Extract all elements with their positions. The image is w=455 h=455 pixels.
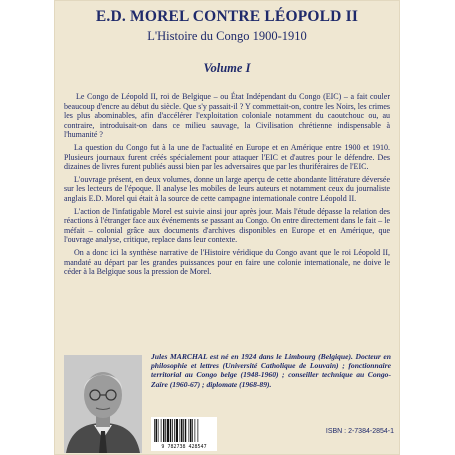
blurb-paragraph: La question du Congo fut à la une de l'actualité en Europe et en Amérique entre 1900 et 1910. Plusieurs journaux furent créés spécialement pour attaquer l'EIC et d'autres pour le défendre. Des dizaines de livres furent publiés aussi bien par les adversaires que par les thuriféraires de l'EIC. (64, 142, 390, 172)
book-subtitle: L'Histoire du Congo 1900-1910 (147, 29, 307, 43)
barcode-bars (151, 417, 217, 444)
author-biography: Jules MARCHAL est né en 1924 dans le Limbourg (Belgique). Docteur en philosophie et lettres (Université Catholique de Louvain) ; fonctionnaire territorial au Congo belge (1948-1960) ; conseiller technique au Congo-Zaïre (1960-67) ; diplomate (1968-89). (151, 352, 391, 389)
book-back-cover (54, 0, 400, 455)
barcode (151, 417, 217, 451)
blurb-paragraph: L'action de l'infatigable Morel est suivie ainsi jour après jour. Mais l'étude dépasse la relation des réactions à l'étranger face aux événements se passant au Congo. On entre directement dans le fait – le méfait – colonial grâce aux documents d'archives disponibles en Europe et en Amérique, que l'ouvrage analyse, critique, replace dans leur contexte. (64, 206, 390, 245)
blurb-paragraph: On a donc ici la synthèse narrative de l'Histoire véridique du Congo avant que le roi Léopold II, mandaté au départ par les grandes puissances pour en faire une colonie internationale, ne doive le céder à la Belgique sous la pression de Morel. (64, 247, 390, 277)
blurb-paragraph: Le Congo de Léopold II, roi de Belgique – ou État Indépendant du Congo (EIC) – a fait couler beaucoup d'encre au début du siècle. Que s'y passait-il ? Y commettait-on, contre les Noirs, les crimes les plus abominables, afin d'accélérer l'exploitation coloniale notamment du caoutchouc ou, au contraire, introduisait-on dans ce milieu sauvage, la Civilisation chrétienne indispensable à l'humanité ? (64, 92, 390, 140)
author-photo (64, 355, 142, 453)
blurb-text (64, 92, 390, 280)
book-title: E.D. MOREL CONTRE LÉOPOLD II (95, 8, 359, 25)
blurb-paragraph: L'ouvrage présent, en deux volumes, donne un large aperçu de cette abondante littérature déversée sur les lecteurs de l'époque. Il analyse les mobiles de leurs auteurs et notamment ceux du journaliste anglais E.D. Morel qui était à la source de cette campagne internationale contre Léopold II. (64, 174, 390, 203)
barcode-number: 9 782738 428547 (161, 444, 207, 450)
volume-label: Volume I (203, 61, 251, 75)
isbn-label: ISBN : 2-7384-2854-1 (325, 428, 394, 435)
